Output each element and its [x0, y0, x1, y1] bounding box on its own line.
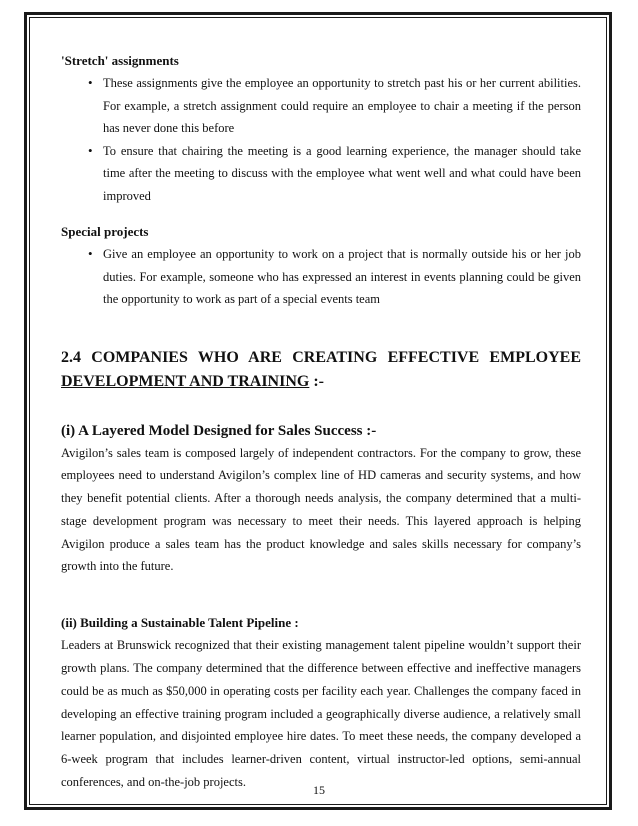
page-number: 15: [313, 783, 325, 797]
section-title-underlined: DEVELOPMENT AND TRAINING: [61, 372, 310, 390]
stretch-bullet-list: [61, 72, 581, 207]
talent-pipeline-paragraph: Leaders at Brunswick recognized that their existing management talent pipeline wouldn’t support their growth plans. The company determined that the difference between effective and ineffective managers could be as much as $50,000 in operating costs per facility each year. Challenges the company faced in developing an effective training program included a geographically diverse audience, a relatively small learner population, and disjointed employee hire dates. To meet these needs, the company developed a 6-week program that includes learner-driven content, virtual instructor-led options, semi-annual conferences, and on-the-job projects.: [61, 638, 581, 790]
layered-model-paragraph: Avigilon’s sales team is composed largely of independent contractors. For the company to grow, these employees need to understand Avigilon’s complex line of HD cameras and security systems, and how they benefit potential clients. After a thorough needs analysis, the company determined that a multi-stage development program was necessary to meet their needs. This layered approach is helping Avigilon produce a sales team has the product knowledge and sales skills necessary for company’s growth into the future.: [61, 445, 581, 574]
section-title-suffix: :-: [309, 372, 324, 390]
section-title-line2: [61, 370, 581, 394]
talent-pipeline-heading: (ii) Building a Sustainable Talent Pipeline :: [61, 615, 299, 631]
special-projects-heading: Special projects: [61, 224, 149, 239]
stretch-bullet-2: • To ensure that chairing the meeting is a good learning experience, the manager should take time after the meeting to discuss with the employee what went well and what could have been improved: [103, 140, 581, 208]
special-bullet-list: [61, 243, 581, 311]
document-content: [61, 50, 581, 794]
stretch-heading: 'Stretch' assignments: [61, 53, 179, 68]
stretch-bullet-1: • These assignments give the employee an opportunity to stretch past his or her current abilities. For example, a stretch assignment could require an employee to chair a meeting if the person has never done this before: [103, 72, 581, 140]
layered-model-heading: (i) A Layered Model Designed for Sales Success :-: [61, 422, 377, 439]
section-title-line1: 2.4 COMPANIES WHO ARE CREATING EFFECTIVE EMPLOYEE: [61, 348, 581, 366]
special-bullet-1: • Give an employee an opportunity to work on a project that is normally outside his or her job duties. For example, someone who has expressed an interest in events planning could be given the opportunity to work as part of a special events team: [103, 243, 581, 311]
